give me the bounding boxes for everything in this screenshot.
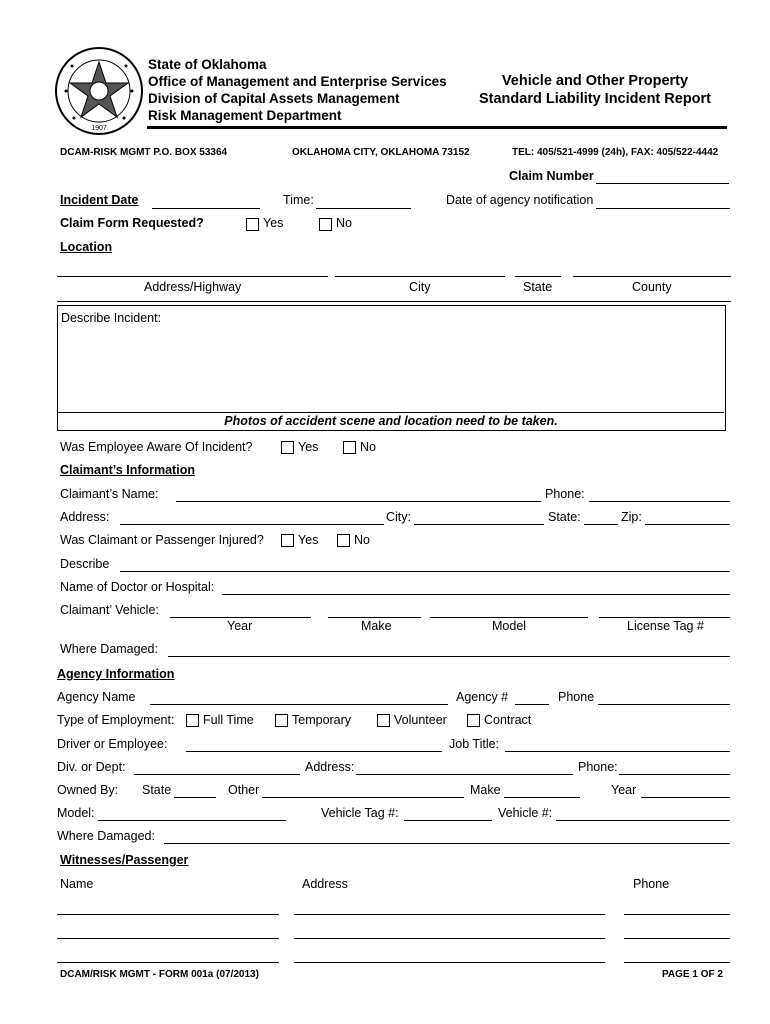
agency-notification-label: Date of agency notification	[446, 193, 594, 207]
job-title-field[interactable]	[505, 751, 730, 752]
form-number: DCAM/RISK MGMT - FORM 001a (07/2013)	[60, 969, 259, 980]
org-line-2: Office of Management and Enterprise Services	[148, 74, 447, 89]
svg-text:1907: 1907	[91, 125, 107, 132]
org-line-1: State of Oklahoma	[148, 57, 267, 72]
aware-yes-checkbox[interactable]	[281, 441, 294, 454]
vehicle-year-caption: Year	[227, 619, 253, 633]
vehicle-number-field[interactable]	[556, 820, 730, 821]
claimant-city-label: City:	[386, 510, 411, 524]
witness-2-phone-field[interactable]	[624, 938, 730, 939]
contract-label: Contract	[484, 713, 532, 727]
claim-form-no-label: No	[336, 216, 352, 230]
witnesses-heading: Witnesses/Passenger	[60, 853, 189, 867]
claim-form-label: Claim Form Requested?	[60, 216, 204, 230]
claim-number-field[interactable]	[596, 183, 729, 184]
aware-yes-label: Yes	[298, 440, 319, 454]
agency-address-label: Address:	[305, 760, 355, 774]
org-line-3: Division of Capital Assets Management	[148, 91, 400, 106]
witness-1-address-field[interactable]	[294, 914, 605, 915]
full-time-label: Full Time	[203, 713, 254, 727]
claimant-address-label: Address:	[60, 510, 110, 524]
incident-date-label: Incident Date	[60, 193, 139, 207]
location-heading: Location	[60, 240, 113, 254]
agency-heading: Agency Information	[57, 667, 175, 681]
volunteer-checkbox[interactable]	[377, 714, 390, 727]
witness-phone-caption: Phone	[633, 877, 670, 891]
driver-field[interactable]	[186, 751, 442, 752]
location-county-field[interactable]	[573, 276, 731, 277]
dept-phone-label: Phone:	[578, 760, 618, 774]
div-dept-field[interactable]	[134, 774, 300, 775]
claimant-damaged-field[interactable]	[168, 656, 730, 657]
city-address: OKLAHOMA CITY, OKLAHOMA 73152	[292, 147, 470, 158]
license-tag-field[interactable]	[599, 617, 730, 618]
agency-number-label: Agency #	[456, 690, 509, 704]
employment-type-label: Type of Employment:	[57, 713, 175, 727]
claimant-vehicle-label: Claimant’ Vehicle:	[60, 603, 159, 617]
claimant-heading: Claimant’s Information	[60, 463, 195, 477]
claimant-zip-field[interactable]	[645, 524, 730, 525]
vehicle-model-field[interactable]	[430, 617, 588, 618]
describe-incident-label: Describe Incident:	[61, 311, 162, 325]
injured-yes-checkbox[interactable]	[281, 534, 294, 547]
owned-state-label: State	[142, 783, 172, 797]
vehicle-tag-field[interactable]	[404, 820, 492, 821]
time-label: Time:	[283, 193, 314, 207]
agency-name-field[interactable]	[150, 704, 448, 705]
injury-describe-field[interactable]	[120, 571, 730, 572]
state-seal	[54, 46, 144, 136]
witness-1-phone-field[interactable]	[624, 914, 730, 915]
injured-yes-label: Yes	[298, 533, 319, 547]
claimant-name-label: Claimant’s Name:	[60, 487, 159, 501]
witness-1-name-field[interactable]	[57, 914, 279, 915]
witness-address-caption: Address	[302, 877, 348, 891]
temporary-label: Temporary	[292, 713, 352, 727]
claimant-phone-label: Phone:	[545, 487, 585, 501]
aware-no-checkbox[interactable]	[343, 441, 356, 454]
mailing-address: DCAM-RISK MGMT P.O. BOX 53364	[60, 147, 228, 158]
contact-info: TEL: 405/521-4999 (24h), FAX: 405/522-4442	[512, 147, 719, 158]
claimant-state-field[interactable]	[584, 524, 618, 525]
temporary-checkbox[interactable]	[275, 714, 288, 727]
claimant-city-field[interactable]	[414, 524, 544, 525]
address-highway-field[interactable]	[57, 276, 328, 277]
injured-no-checkbox[interactable]	[337, 534, 350, 547]
form-title-1: Vehicle and Other Property	[501, 73, 689, 89]
time-field[interactable]	[316, 208, 411, 209]
city-caption: City	[409, 280, 431, 294]
injured-label: Was Claimant or Passenger Injured?	[60, 533, 264, 547]
claim-form-yes-checkbox[interactable]	[246, 218, 259, 231]
aware-no-label: No	[360, 440, 376, 454]
vehicle-model-caption: Model	[492, 619, 527, 633]
claimant-zip-label: Zip:	[621, 510, 642, 524]
photos-note: Photos of accident scene and location need to be taken.	[224, 414, 558, 428]
claimant-name-field[interactable]	[176, 501, 541, 502]
agency-model-label: Model:	[57, 806, 95, 820]
div-dept-label: Div. or Dept:	[57, 760, 126, 774]
witness-2-name-field[interactable]	[57, 938, 279, 939]
agency-make-label: Make	[470, 783, 501, 797]
owned-state-field[interactable]	[174, 797, 216, 798]
employee-aware-label: Was Employee Aware Of Incident?	[60, 440, 253, 454]
state-caption: State	[523, 280, 553, 294]
agency-damaged-label: Where Damaged:	[57, 829, 155, 843]
vehicle-number-label: Vehicle #:	[498, 806, 553, 820]
agency-phone-field[interactable]	[598, 704, 730, 705]
witness-2-address-field[interactable]	[294, 938, 605, 939]
location-state-field[interactable]	[515, 276, 561, 277]
agency-name-label: Agency Name	[57, 690, 136, 704]
contract-checkbox[interactable]	[467, 714, 480, 727]
org-line-4: Risk Management Department	[148, 108, 342, 123]
witness-3-phone-field[interactable]	[624, 962, 730, 963]
agency-notification-field[interactable]	[596, 208, 730, 209]
doctor-field[interactable]	[222, 594, 730, 595]
claim-form-no-checkbox[interactable]	[319, 218, 332, 231]
injured-no-label: No	[354, 533, 370, 547]
doctor-label: Name of Doctor or Hospital:	[60, 580, 215, 594]
agency-year-label: Year	[611, 783, 637, 797]
agency-damaged-field[interactable]	[164, 843, 730, 844]
owned-other-label: Other	[228, 783, 260, 797]
agency-model-field[interactable]	[98, 820, 286, 821]
claimant-phone-field[interactable]	[589, 501, 730, 502]
vehicle-tag-label: Vehicle Tag #:	[321, 806, 399, 820]
claim-form-yes-label: Yes	[263, 216, 284, 230]
claimant-state-label: State:	[548, 510, 581, 524]
agency-address-field[interactable]	[356, 774, 573, 775]
claimant-address-field[interactable]	[120, 524, 384, 525]
volunteer-label: Volunteer	[394, 713, 447, 727]
license-tag-caption: License Tag #	[627, 619, 704, 633]
address-highway-caption: Address/Highway	[144, 280, 242, 294]
claimant-damaged-label: Where Damaged:	[60, 642, 158, 656]
form-title-2: Standard Liability Incident Report	[478, 91, 712, 107]
dept-phone-field[interactable]	[619, 774, 730, 775]
agency-year-field[interactable]	[641, 797, 730, 798]
witness-3-name-field[interactable]	[57, 962, 279, 963]
incident-date-field[interactable]	[152, 208, 260, 209]
photos-note-divider	[58, 412, 724, 413]
owned-other-field[interactable]	[262, 797, 464, 798]
agency-number-field[interactable]	[515, 704, 549, 705]
page-number: PAGE 1 OF 2	[662, 969, 723, 980]
header-rule	[147, 126, 727, 129]
vehicle-year-field[interactable]	[170, 617, 311, 618]
claim-number-label: Claim Number	[509, 169, 594, 183]
witness-name-caption: Name	[60, 877, 94, 891]
injury-describe-label: Describe	[60, 557, 110, 571]
agency-make-field[interactable]	[504, 797, 580, 798]
county-caption: County	[632, 280, 672, 294]
vehicle-make-caption: Make	[361, 619, 392, 633]
full-time-checkbox[interactable]	[186, 714, 199, 727]
driver-label: Driver or Employee:	[57, 737, 168, 751]
location-city-field[interactable]	[335, 276, 505, 277]
vehicle-make-field[interactable]	[328, 617, 421, 618]
location-divider	[57, 301, 731, 302]
owned-by-label: Owned By:	[57, 783, 119, 797]
witness-3-address-field[interactable]	[294, 962, 605, 963]
job-title-label: Job Title:	[449, 737, 500, 751]
agency-phone-label: Phone	[558, 690, 595, 704]
